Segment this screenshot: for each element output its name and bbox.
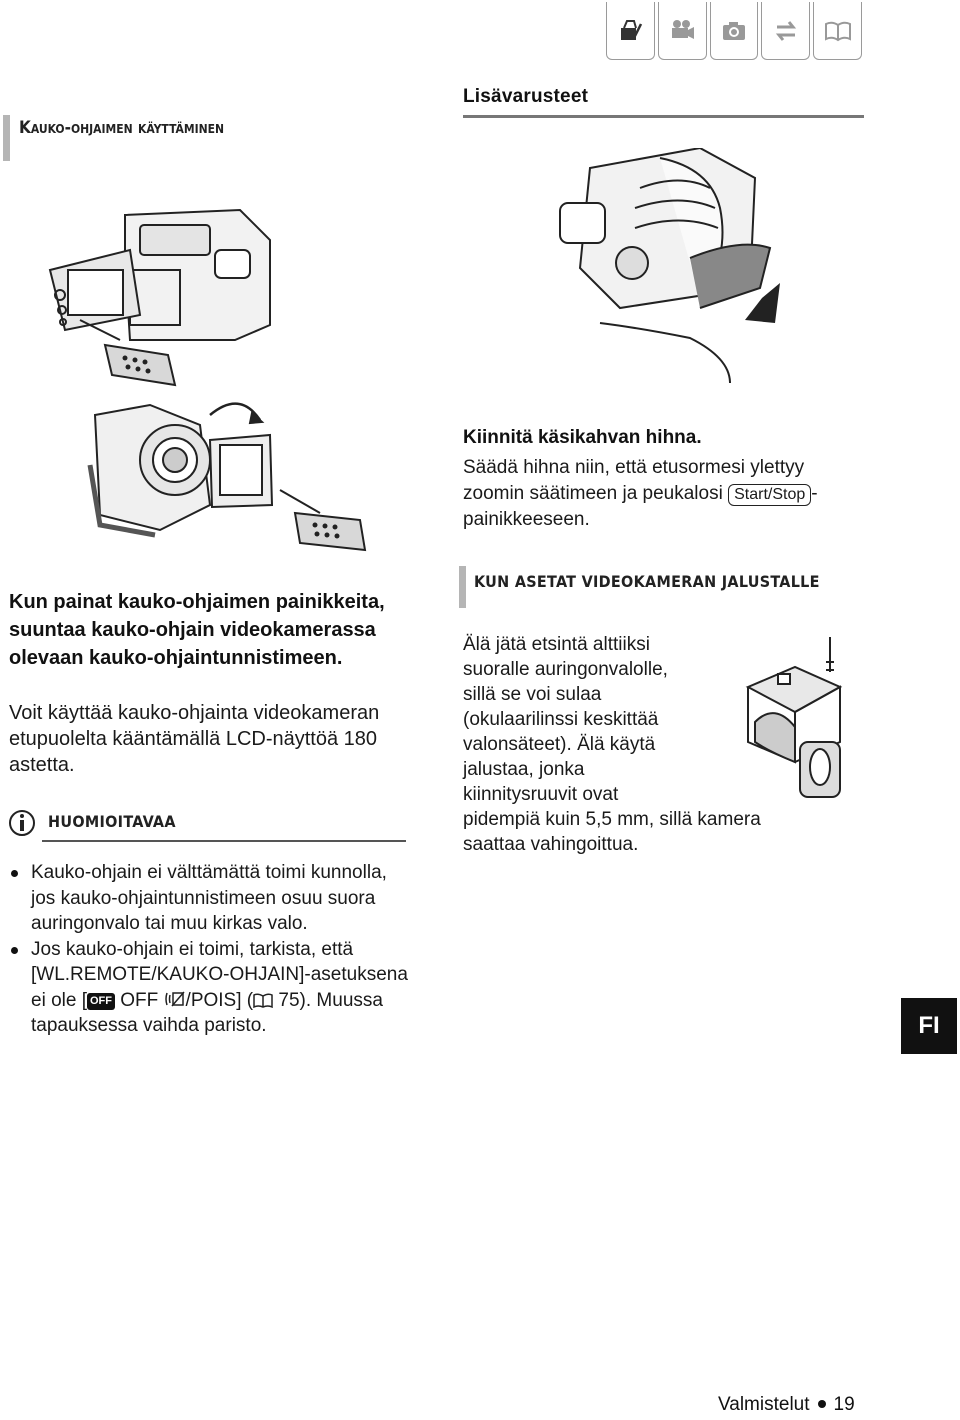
- tripod-heading-bar: [459, 566, 466, 608]
- footer-section: Valmistelut: [718, 1394, 810, 1415]
- remote-front-tip: Voit käyttää kauko-ohjainta videokameran etupuolelta kääntämällä LCD-näyttöä 180 astetta.: [9, 702, 380, 776]
- book-reference-icon: [253, 992, 273, 1008]
- section-title: Lisävarusteet: [463, 86, 589, 107]
- tripod-warning: Älä jätä etsintä alttiiksi suoralle auringonvalolle, sillä se voi sulaa (okulaarilinssi keskittää valonsäteet). Älä käytä jalustaa, jonka kiinnitysruuvit ovat pidempiä kuin 5,5 mm, sillä kamera saattaa vahingoittua.: [463, 634, 761, 855]
- camcorder-remote-illustration-front: [80, 395, 380, 565]
- off-badge: OFF: [87, 993, 115, 1010]
- tab-photo[interactable]: [710, 2, 759, 60]
- strap-instructions: Säädä hihna niin, että etusormesi ylettyy zoomin säätimeen ja peukalosi Start/Stop -painikkeeseen.: [463, 457, 818, 530]
- setup-icon: [615, 16, 645, 46]
- info-icon: [8, 808, 38, 838]
- heading-remote-use: Kauko-ohjaimen käyttäminen: [19, 118, 225, 138]
- note-list: [9, 860, 409, 1039]
- note-rule: [42, 840, 406, 842]
- heading-bar: [3, 115, 10, 161]
- chapter-tabs: [606, 2, 862, 60]
- note-item: Kauko-ohjain ei välttämättä toimi kunnolla, jos kauko-ohjaintunnistimeen osuu suora auringonvalo tai muu kirkas valo.: [9, 860, 409, 937]
- tab-transfer[interactable]: [761, 2, 810, 60]
- note-item: Jos kauko-ohjain ei toimi, tarkista, että [WL.REMOTE/KAUKO-OHJAIN]-asetuksena ei ole [ OFF OFF /POIS] ( 75). Muussa tapauksessa vaihda paristo.: [9, 937, 409, 1039]
- tab-book[interactable]: [813, 2, 862, 60]
- book-icon: [823, 16, 853, 46]
- tab-setup[interactable]: [606, 2, 655, 60]
- camcorder-remote-illustration-rear: [40, 200, 290, 400]
- transfer-icon: [771, 16, 801, 46]
- tripod-heading: KUN ASETAT VIDEOKAMERAN JALUSTALLE: [474, 572, 820, 591]
- page-footer: [718, 1394, 855, 1416]
- tripod-mount-illustration: [740, 632, 850, 802]
- camera-icon: [719, 16, 749, 46]
- strap-heading: Kiinnitä käsikahvan hihna.: [463, 427, 702, 448]
- wireless-remote-icon: [164, 990, 186, 1008]
- section-title-rule: [463, 115, 864, 118]
- note-title: HUOMIOITAVAA: [48, 812, 176, 831]
- footer-bullet: [818, 1400, 826, 1408]
- language-tab: FI: [901, 998, 957, 1054]
- start-stop-key: Start/Stop: [728, 484, 811, 506]
- remote-aim-instruction: Kun painat kauko-ohjaimen painikkeita, suuntaa kauko-ohjain videokamerassa olevaan kauko-ohjaintunnistimeen.: [9, 591, 385, 669]
- movie-camera-icon: [667, 16, 697, 46]
- grip-belt-illustration: [540, 148, 790, 388]
- page-number: 19: [833, 1394, 855, 1415]
- tab-movie[interactable]: [658, 2, 707, 60]
